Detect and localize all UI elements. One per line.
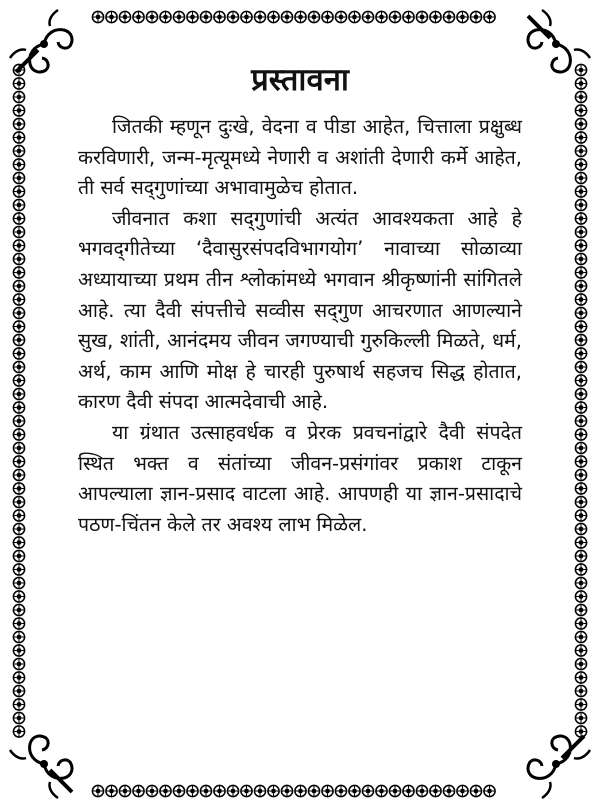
swirl-ornament-icon	[10, 736, 72, 798]
flower-ornament-icon	[575, 321, 586, 332]
flower-ornament-icon	[13, 631, 24, 642]
flower-ornament-icon	[281, 11, 292, 22]
flower-ornament-icon	[575, 564, 586, 575]
flower-ornament-icon	[575, 280, 586, 291]
flower-ornament-icon	[133, 785, 144, 796]
flower-ornament-icon	[13, 105, 24, 116]
flower-ornament-icon	[13, 118, 24, 129]
flower-ornament-icon	[13, 618, 24, 629]
flower-ornament-icon	[376, 11, 387, 22]
flower-ornament-icon	[106, 785, 117, 796]
flower-ornament-icon	[575, 132, 586, 143]
page-title: प्रस्तावना	[251, 62, 349, 98]
paragraph-1: जितकी म्हणून दुःखे, वेदना व पीडा आहेत, चित्ताला प्रक्षुब्ध करविणारी, जन्म-मृत्यूमध्ये नेणारी व अशांती देणारी कर्मे आहेत, ती सर्व सद्‌गुणांच्या अभावामुळेच होतात.	[78, 115, 522, 200]
flower-ornament-icon	[575, 186, 586, 197]
flower-ornament-icon	[13, 712, 24, 723]
flower-ornament-icon	[575, 685, 586, 696]
flower-ornament-icon	[13, 537, 24, 548]
flower-ornament-icon	[575, 726, 586, 737]
flower-ornament-icon	[575, 118, 586, 129]
flower-ornament-icon	[13, 496, 24, 507]
flower-ornament-icon	[173, 785, 184, 796]
flower-ornament-icon	[322, 11, 333, 22]
flower-ornament-icon	[575, 442, 586, 453]
flower-ornament-icon	[92, 785, 103, 796]
flower-ornament-icon	[575, 253, 586, 264]
flower-ornament-icon	[443, 785, 454, 796]
flower-ornament-icon	[443, 11, 454, 22]
paragraph-2: जीवनात कशा सद्‌गुणांची अत्यंत आवश्यकता आहे हे भगवद्‌गीतेच्या ‘दैवासुरसंपदविभागयोग’ नावाच्या सोळाव्या अध्यायाच्या प्रथम तीन श्लोकांमध्ये भगवान श्रीकृष्णांनी सांगितले आहे. त्या दैवी संपत्तीचे सव्वीस सद्‌गुण आचरणात आणल्याने सुख, शांती, आनंदमय जीवन जगण्याची गुरुकिल्ली मिळते, धर्म, अर्थ, काम आणि मोक्ष हे चारही पुरुषार्थ सहजच सिद्ध होतात, कारण दैवी संपदा आत्मदेवाची आहे.	[78, 206, 522, 414]
flower-ornament-icon	[268, 11, 279, 22]
flower-ornament-icon	[241, 785, 252, 796]
flower-ornament-icon	[160, 785, 171, 796]
flower-ornament-icon	[362, 785, 373, 796]
flower-ornament-icon	[13, 348, 24, 359]
flower-ornament-icon	[13, 604, 24, 615]
flower-ornament-icon	[575, 78, 586, 89]
flower-ornament-icon	[575, 159, 586, 170]
flower-ornament-icon	[403, 785, 414, 796]
flower-ornament-icon	[575, 402, 586, 413]
flower-ornament-icon	[13, 375, 24, 386]
flower-ornament-icon	[575, 64, 586, 75]
flower-ornament-icon	[13, 672, 24, 683]
flower-ornament-icon	[470, 11, 481, 22]
flower-ornament-icon	[575, 577, 586, 588]
flower-ornament-icon	[430, 785, 441, 796]
swirl-ornament-icon	[528, 736, 590, 798]
flower-ornament-icon	[575, 361, 586, 372]
flower-ornament-icon	[430, 11, 441, 22]
flower-ornament-icon	[575, 388, 586, 399]
flower-ornament-icon	[295, 11, 306, 22]
flower-ornament-icon	[13, 361, 24, 372]
flower-ornament-icon	[13, 658, 24, 669]
flower-ornament-icon	[13, 159, 24, 170]
flower-ornament-icon	[575, 267, 586, 278]
flower-ornament-icon	[13, 645, 24, 656]
flower-ornament-icon	[416, 11, 427, 22]
paragraph-3: या ग्रंथात उत्साहवर्धक व प्रेरक प्रवचनांद्वारे दैवी संपदेत स्थित भक्त व संतांच्या जीवन-प्रसंगांवर प्रकाश टाकून आपल्याला ज्ञान-प्रसाद वाटला आहे. आपणही या ज्ञान-प्रसादाचे पठण-चिंतन केले तर अवश्य लाभ मिळेल.	[78, 420, 522, 536]
flower-ornament-icon	[13, 78, 24, 89]
flower-ornament-icon	[575, 91, 586, 102]
flower-ornament-icon	[575, 658, 586, 669]
flower-ornament-icon	[575, 375, 586, 386]
document-body	[78, 58, 522, 540]
flower-ornament-icon	[575, 672, 586, 683]
flower-ornament-icon	[13, 591, 24, 602]
flower-ornament-icon	[214, 11, 225, 22]
flower-ornament-icon	[416, 785, 427, 796]
flower-ornament-icon	[13, 429, 24, 440]
flower-ornament-icon	[376, 785, 387, 796]
flower-ornament-icon	[200, 11, 211, 22]
flower-ornament-icon	[575, 429, 586, 440]
flower-ornament-icon	[389, 785, 400, 796]
flower-ornament-icon	[575, 550, 586, 561]
flower-ornament-icon	[457, 785, 468, 796]
flower-ornament-icon	[575, 105, 586, 116]
flower-ornament-icon	[13, 91, 24, 102]
swirl-ornament-icon	[10, 10, 72, 72]
flower-ornament-icon	[322, 785, 333, 796]
flower-ornament-icon	[214, 785, 225, 796]
flower-ornament-icon	[13, 699, 24, 710]
flower-ornament-icon	[575, 348, 586, 359]
flower-ornament-icon	[13, 145, 24, 156]
flower-ornament-icon	[13, 172, 24, 183]
flower-ornament-icon	[133, 11, 144, 22]
flower-ornament-icon	[13, 685, 24, 696]
flower-ornament-icon	[575, 213, 586, 224]
flower-ornament-icon	[13, 226, 24, 237]
flower-ornament-icon	[13, 483, 24, 494]
flower-ornament-icon	[575, 456, 586, 467]
flower-ornament-icon	[575, 469, 586, 480]
flower-ornament-icon	[227, 785, 238, 796]
flower-ornament-icon	[575, 334, 586, 345]
flower-ornament-icon	[146, 785, 157, 796]
flower-ornament-icon	[13, 294, 24, 305]
flower-ornament-icon	[13, 240, 24, 251]
flower-ornament-icon	[575, 618, 586, 629]
flower-ornament-icon	[349, 785, 360, 796]
flower-ornament-icon	[13, 334, 24, 345]
flower-ornament-icon	[254, 11, 265, 22]
flower-ornament-icon	[281, 785, 292, 796]
flower-ornament-icon	[254, 785, 265, 796]
flower-ornament-icon	[575, 294, 586, 305]
flower-ornament-icon	[268, 785, 279, 796]
flower-ornament-icon	[200, 785, 211, 796]
flower-ornament-icon	[575, 523, 586, 534]
flower-ornament-icon	[308, 785, 319, 796]
flower-ornament-icon	[146, 11, 157, 22]
flower-ornament-icon	[575, 483, 586, 494]
flower-ornament-icon	[575, 510, 586, 521]
flower-ornament-icon	[575, 172, 586, 183]
flower-ornament-icon	[241, 11, 252, 22]
flower-ornament-icon	[308, 11, 319, 22]
flower-ornament-icon	[173, 11, 184, 22]
flower-ornament-icon	[13, 132, 24, 143]
flower-ornament-icon	[349, 11, 360, 22]
flower-ornament-icon	[13, 726, 24, 737]
flower-ornament-icon	[13, 213, 24, 224]
flower-ornament-icon	[13, 523, 24, 534]
flower-ornament-icon	[13, 469, 24, 480]
flower-ornament-icon	[457, 11, 468, 22]
flower-ornament-icon	[575, 537, 586, 548]
flower-ornament-icon	[575, 604, 586, 615]
flower-ornament-icon	[13, 442, 24, 453]
flower-ornament-icon	[13, 564, 24, 575]
flower-ornament-icon	[575, 145, 586, 156]
flower-ornament-icon	[13, 321, 24, 332]
flower-ornament-icon	[13, 550, 24, 561]
flower-ornament-icon	[470, 785, 481, 796]
flower-ornament-icon	[13, 415, 24, 426]
flower-ornament-icon	[295, 785, 306, 796]
flower-ornament-icon	[227, 11, 238, 22]
flower-ornament-icon	[119, 11, 130, 22]
flower-ornament-icon	[13, 186, 24, 197]
flower-ornament-icon	[575, 631, 586, 642]
flower-ornament-icon	[119, 785, 130, 796]
flower-ornament-icon	[187, 785, 198, 796]
paragraph-list	[78, 112, 522, 540]
flower-ornament-icon	[13, 253, 24, 264]
flower-ornament-icon	[13, 577, 24, 588]
flower-ornament-icon	[484, 11, 495, 22]
flower-ornament-icon	[13, 307, 24, 318]
flower-ornament-icon	[575, 591, 586, 602]
flower-ornament-icon	[575, 415, 586, 426]
flower-ornament-icon	[575, 307, 586, 318]
swirl-ornament-icon	[528, 10, 590, 72]
flower-ornament-icon	[362, 11, 373, 22]
flower-ornament-icon	[575, 645, 586, 656]
flower-ornament-icon	[575, 712, 586, 723]
flower-ornament-icon	[389, 11, 400, 22]
flower-ornament-icon	[13, 267, 24, 278]
flower-ornament-icon	[335, 11, 346, 22]
flower-ornament-icon	[13, 388, 24, 399]
flower-ornament-icon	[575, 496, 586, 507]
flower-ornament-icon	[575, 226, 586, 237]
flower-ornament-icon	[575, 240, 586, 251]
flower-ornament-icon	[13, 456, 24, 467]
flower-ornament-icon	[160, 11, 171, 22]
flower-ornament-icon	[484, 785, 495, 796]
flower-ornament-icon	[187, 11, 198, 22]
flower-ornament-icon	[13, 199, 24, 210]
flower-ornament-icon	[106, 11, 117, 22]
flower-ornament-icon	[13, 510, 24, 521]
flower-ornament-icon	[335, 785, 346, 796]
flower-ornament-icon	[575, 199, 586, 210]
flower-ornament-icon	[575, 699, 586, 710]
flower-ornament-icon	[13, 402, 24, 413]
flower-ornament-icon	[13, 280, 24, 291]
flower-ornament-icon	[92, 11, 103, 22]
flower-ornament-icon	[403, 11, 414, 22]
